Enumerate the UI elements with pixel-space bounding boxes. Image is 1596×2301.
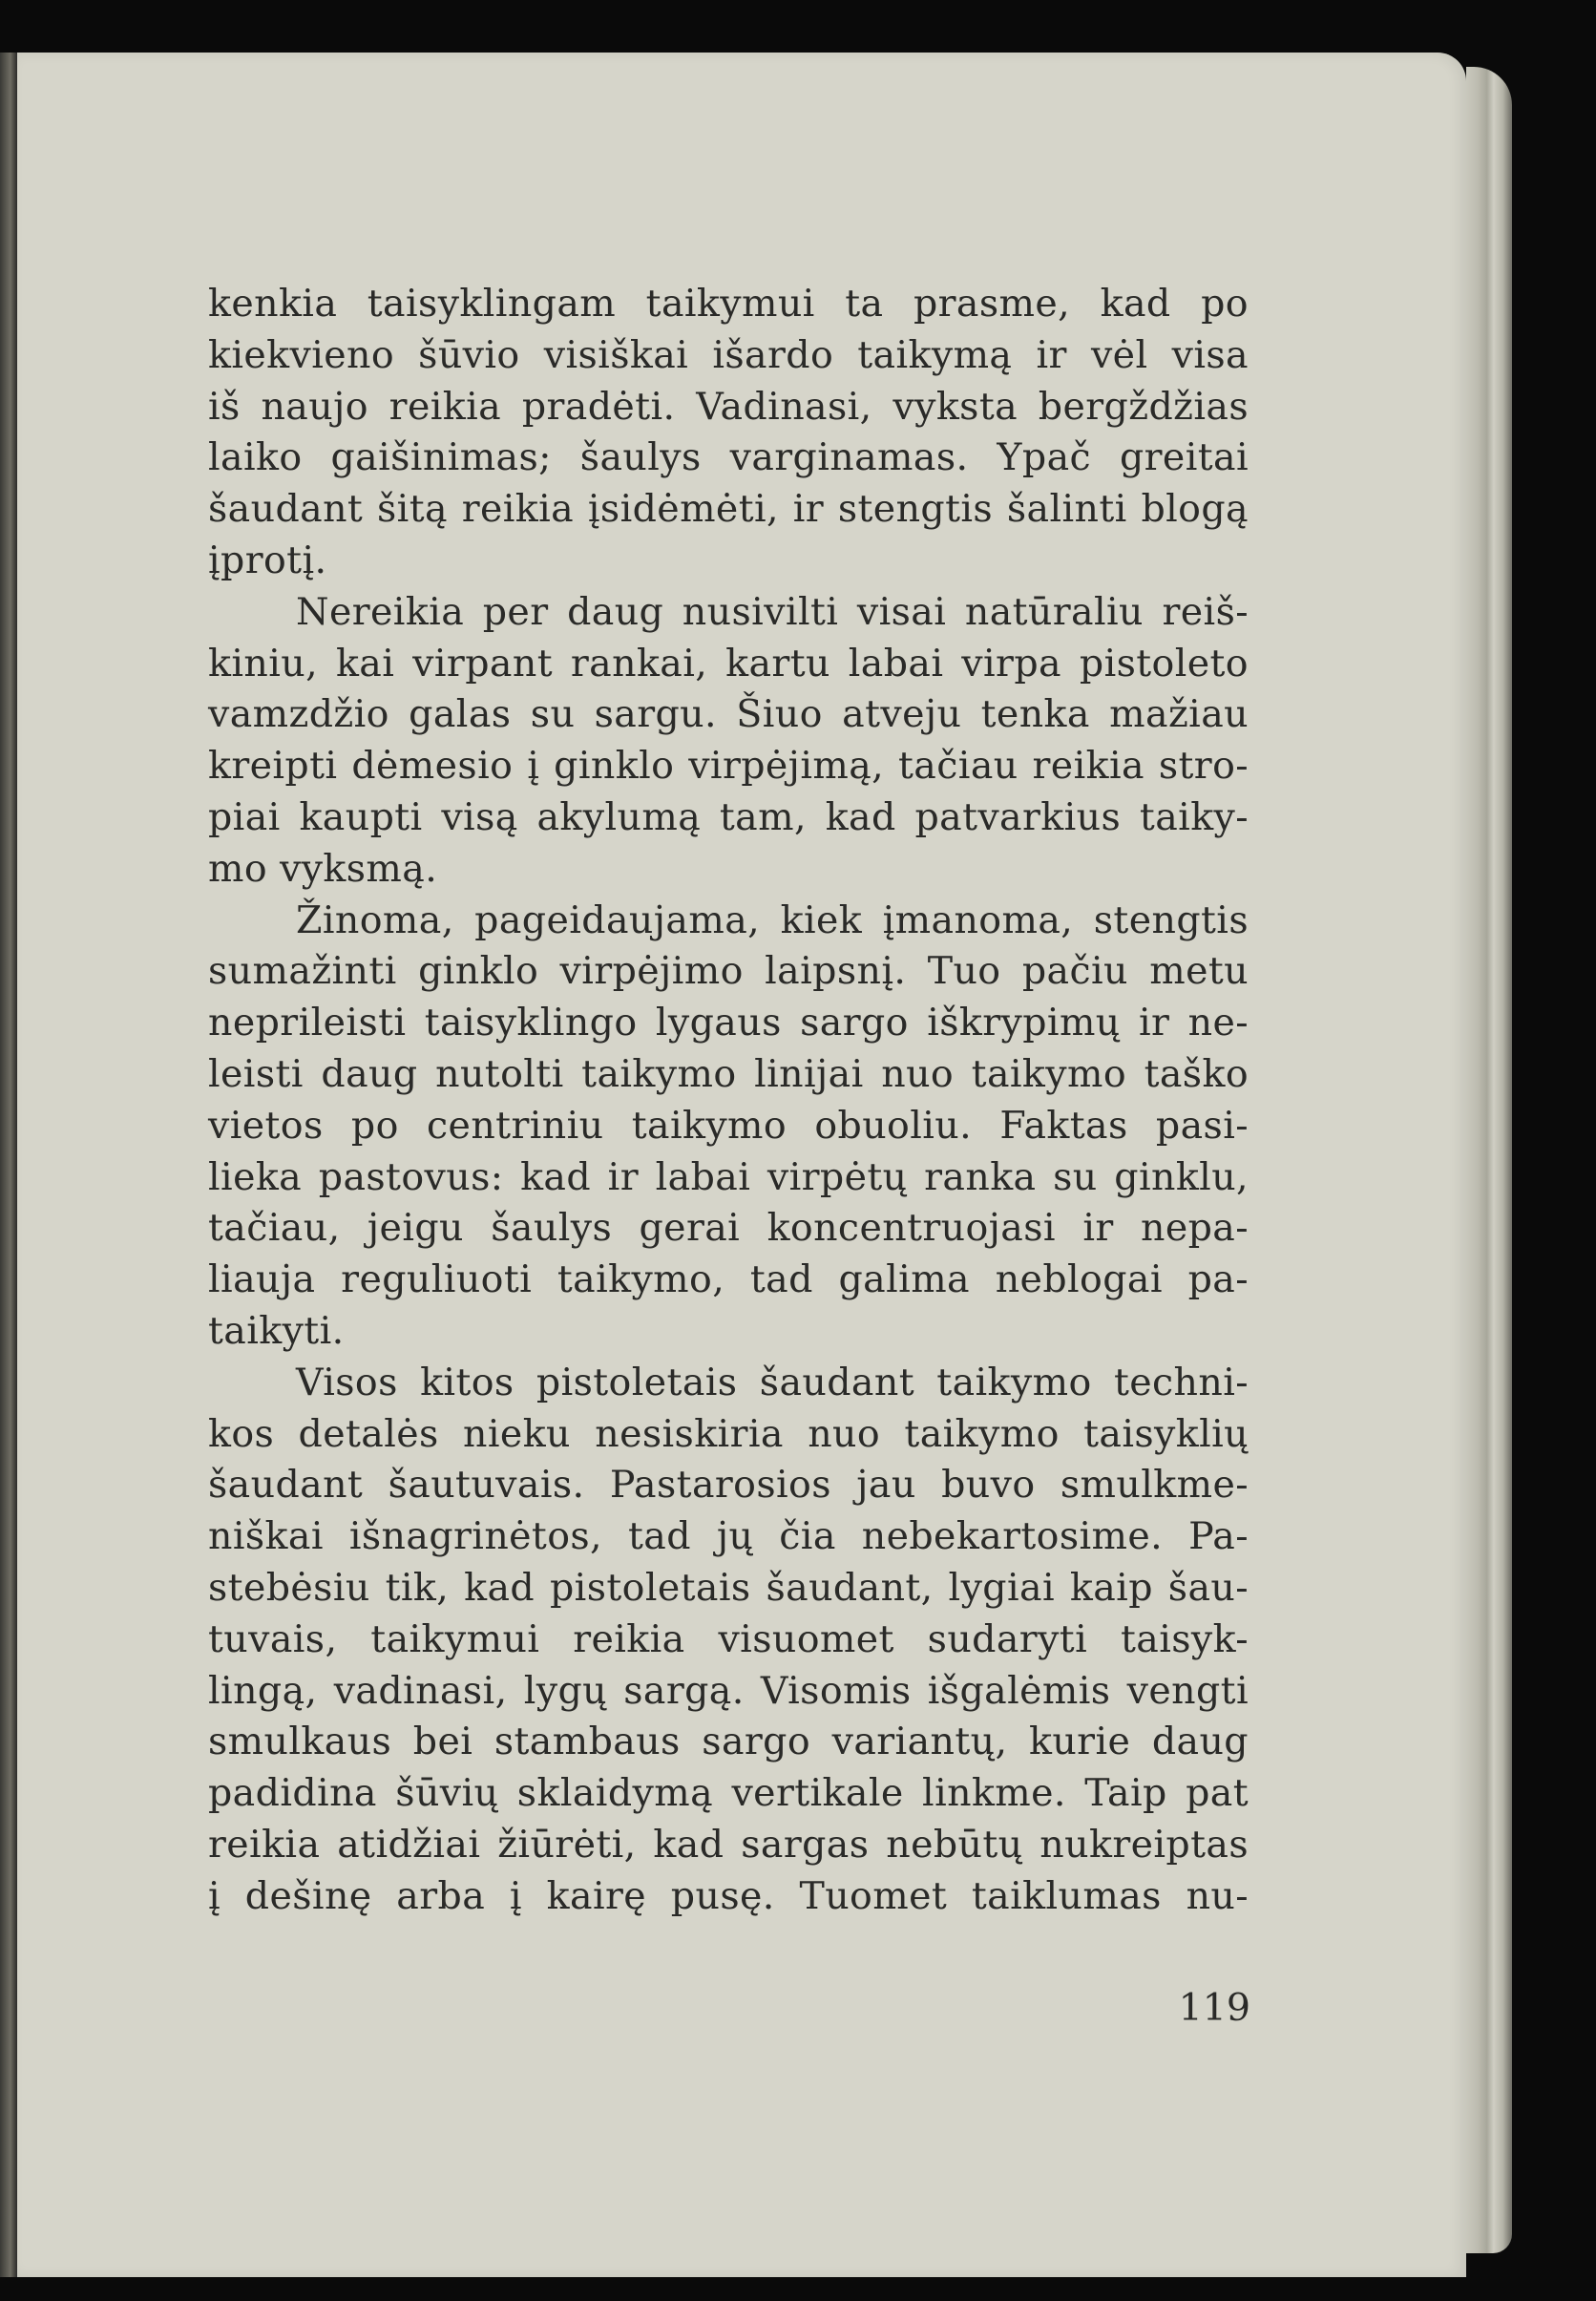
text-line: piai kaupti visą akylumą tam, kad patvarkius taiky- xyxy=(208,794,1249,839)
text-line: tačiau, jeigu šaulys gerai koncentruojasi ir nepa- xyxy=(208,1206,1249,1251)
text-line: Visos kitos pistoletais šaudant taikymo techni- xyxy=(296,1360,1249,1404)
text-line: vamzdžio galas su sargu. Šiuo atveju tenka mažiau xyxy=(208,692,1249,737)
text-line: kos detalės nieku nesiskiria nuo taikymo taisyklių xyxy=(208,1411,1249,1456)
text-line: smulkaus bei stambaus sargo variantų, kurie daug xyxy=(208,1720,1249,1764)
text-line: mo vyksmą. xyxy=(208,846,438,891)
text-line: taikyti. xyxy=(208,1308,345,1353)
text-line: sumažinti ginklo virpėjimo laipsnį. Tuo pačiu metu xyxy=(208,949,1249,994)
text-line: laiko gaišinimas; šaulys varginamas. Ypač greitai xyxy=(208,435,1249,480)
text-line: į dešinę arba į kairę pusę. Tuomet taiklumas nu- xyxy=(208,1873,1249,1918)
text-line: kiekvieno šūvio visiškai išardo taikymą ir vėl visa xyxy=(208,332,1249,377)
text-line: šaudant šautuvais. Pastarosios jau buvo smulkme- xyxy=(208,1463,1249,1508)
text-line: leisti daug nutolti taikymo linijai nuo taikymo taško xyxy=(208,1051,1249,1096)
text-line: neprileisti taisyklingo lygaus sargo iškrypimų ir ne- xyxy=(208,1001,1249,1045)
page-stack-edge xyxy=(1466,67,1512,2253)
text-line: iš naujo reikia pradėti. Vadinasi, vyksta bergždžias xyxy=(208,384,1249,429)
text-line: Žinoma, pageidaujama, kiek įmanoma, stengtis xyxy=(296,897,1249,942)
body-text xyxy=(208,279,1249,1923)
text-line: vietos po centriniu taikymo obuoliu. Faktas pasi- xyxy=(208,1103,1249,1148)
text-line: padidina šūvių sklaidymą vertikale linkme. Taip pat xyxy=(208,1771,1249,1816)
text-line: įprotį. xyxy=(208,538,327,582)
text-line: kiniu, kai virpant rankai, kartu labai virpa pistoleto xyxy=(208,641,1249,686)
text-line: kreipti dėmesio į ginklo virpėjimą, tačiau reikia stro- xyxy=(208,744,1249,789)
text-line: Nereikia per daug nusivilti visai natūraliu reiš- xyxy=(296,589,1249,634)
text-line: niškai išnagrinėtos, tad jų čia nebekartosime. Pa- xyxy=(208,1514,1249,1559)
text-line: lieka pastovus: kad ir labai virpėtų ranka su ginklu, xyxy=(208,1154,1249,1199)
page-number: 119 xyxy=(1178,1986,1250,2030)
text-line: šaudant šitą reikia įsidėmėti, ir stengtis šalinti blogą xyxy=(208,487,1249,532)
text-line: stebėsiu tik, kad pistoletais šaudant, lygiai kaip šau- xyxy=(208,1565,1249,1610)
text-line: liauja reguliuoti taikymo, tad galima neblogai pa- xyxy=(208,1257,1249,1302)
text-line: lingą, vadinasi, lygų sargą. Visomis išgalėmis vengti xyxy=(208,1668,1249,1713)
left-binding-edge xyxy=(0,53,17,2277)
text-line: tuvais, taikymui reikia visuomet sudaryti taisyk- xyxy=(208,1616,1249,1661)
text-line: reikia atidžiai žiūrėti, kad sargas nebūtų nukreiptas xyxy=(208,1822,1249,1867)
text-line: kenkia taisyklingam taikymui ta prasme, kad po xyxy=(208,282,1249,326)
